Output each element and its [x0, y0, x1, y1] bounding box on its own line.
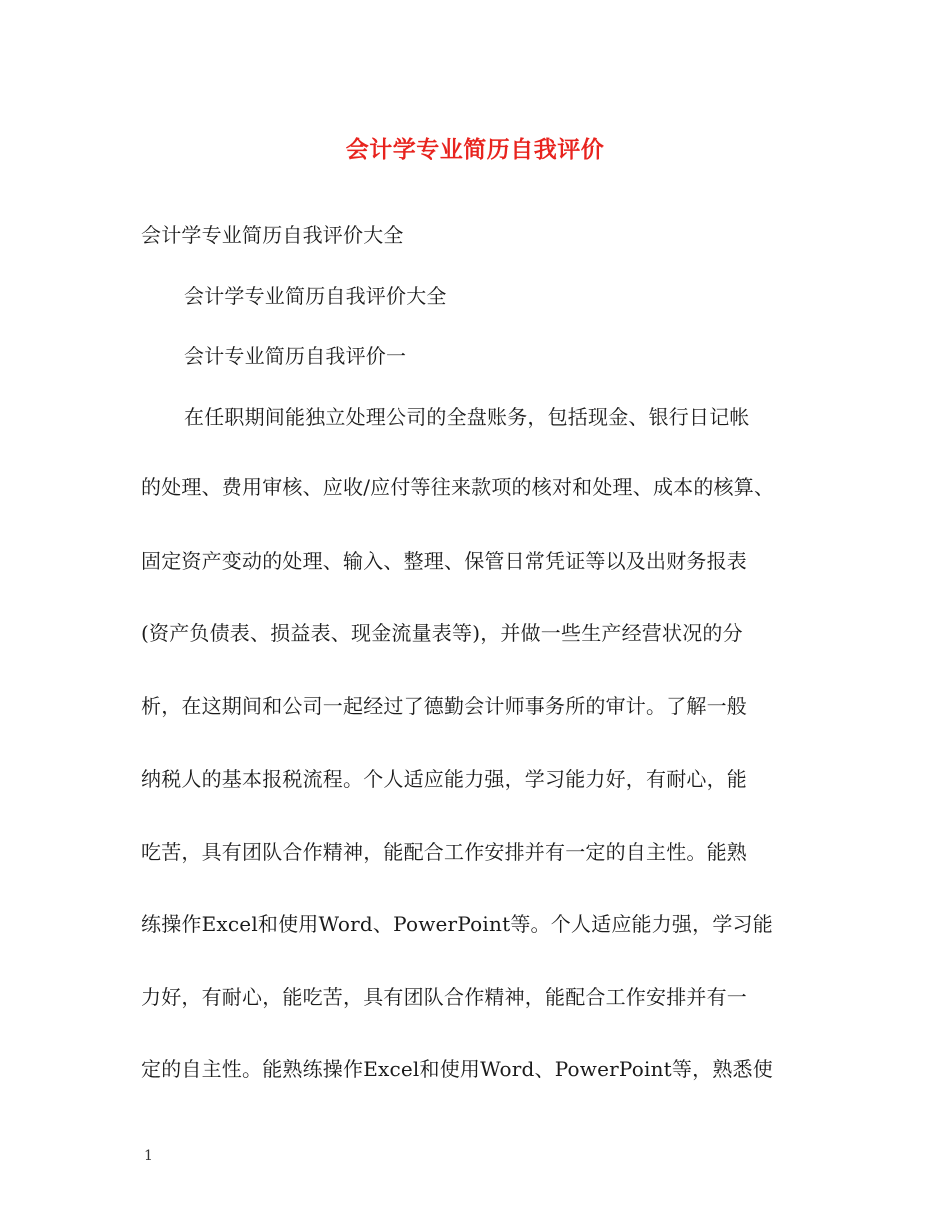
paragraph-line: 固定资产变动的处理、输入、整理、保管日常凭证等以及出财务报表 — [141, 549, 747, 573]
document-title: 会计学专业简历自我评价 — [345, 136, 605, 163]
paragraph-line: 纳税人的基本报税流程。个人适应能力强，学习能力好，有耐心，能 — [141, 767, 747, 791]
heading-line: 会计学专业简历自我评价大全 — [184, 284, 447, 308]
paragraph-line: 析，在这期间和公司一起经过了德勤会计师事务所的审计。了解一般 — [141, 694, 747, 718]
page-number: 1 — [144, 1148, 153, 1164]
paragraph-line: 练操作Excel和使用Word、PowerPoint等。个人适应能力强，学习能 — [141, 912, 773, 936]
paragraph-line: 的处理、费用审核、应收/应付等往来款项的核对和处理、成本的核算、 — [141, 475, 775, 499]
paragraph-line: 吃苦，具有团队合作精神，能配合工作安排并有一定的自主性。能熟 — [141, 840, 747, 864]
subtitle-line: 会计学专业简历自我评价大全 — [141, 223, 404, 247]
section-heading: 会计专业简历自我评价一 — [184, 344, 407, 368]
paragraph-line: 力好，有耐心，能吃苦，具有团队合作精神，能配合工作安排并有一 — [141, 985, 747, 1009]
paragraph-line: (资产负债表、损益表、现金流量表等)，并做一些生产经营状况的分 — [141, 621, 743, 645]
paragraph-line: 定的自主性。能熟练操作Excel和使用Word、PowerPoint等，熟悉使 — [141, 1057, 773, 1081]
paragraph-line: 在任职期间能独立处理公司的全盘账务，包括现金、银行日记帐 — [184, 405, 750, 429]
